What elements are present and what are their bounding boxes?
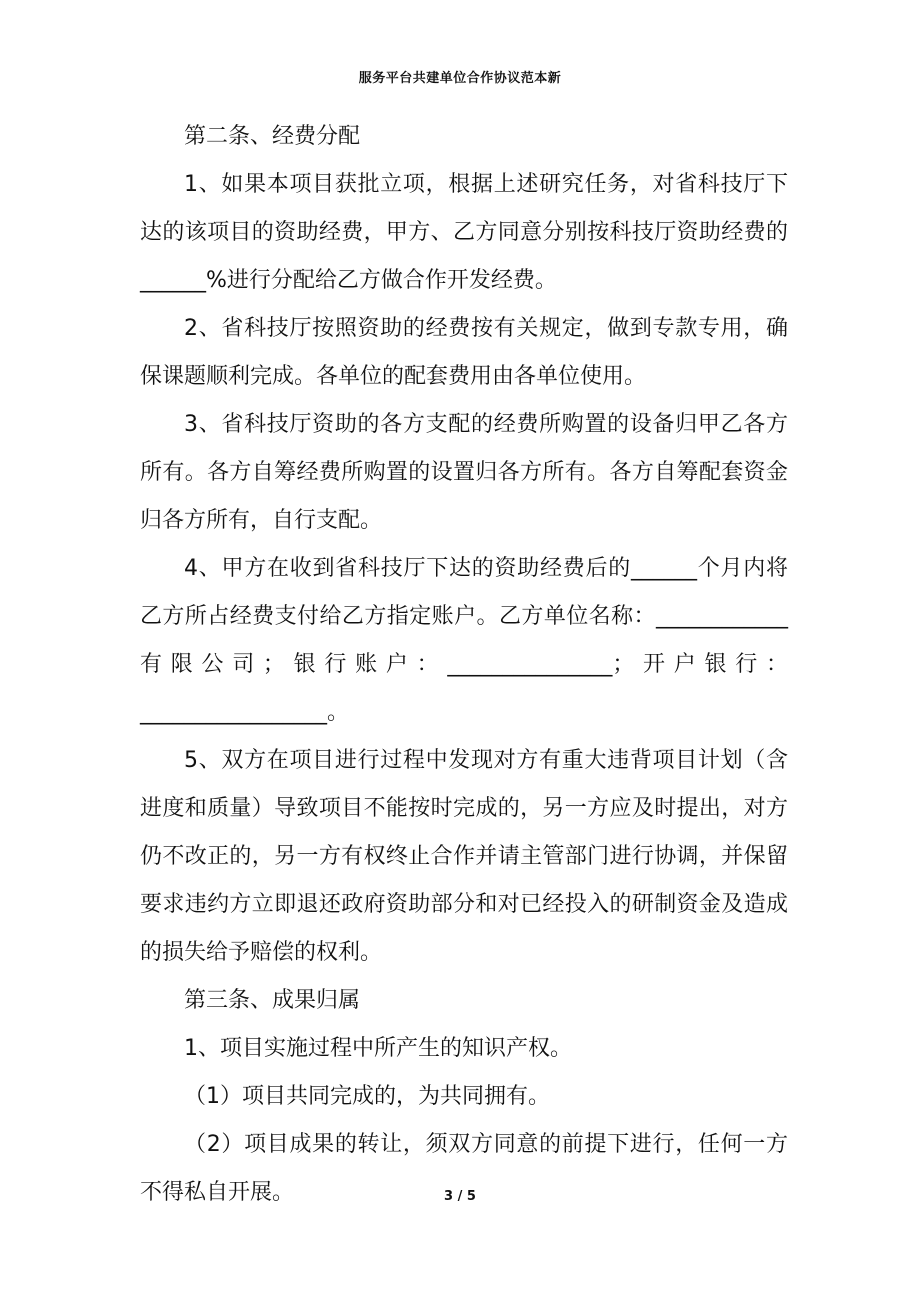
section-heading: 第三条、成果归属 [184, 988, 361, 1013]
paragraph: （1）项目共同完成的，为共同拥有。 [184, 1084, 550, 1109]
page-number: 3 / 5 [444, 1189, 476, 1204]
document-body [140, 113, 788, 1217]
section-heading: 第二条、经费分配 [184, 124, 361, 149]
paragraph: 1、项目实施过程中所产生的知识产权。 [184, 1036, 572, 1061]
paragraph: 3、省科技厅资助的各方支配的经费所购置的设备归甲乙各方所有。各方自筹经费所购置的设置归各方所有。各方自筹配套资金归各方所有，自行支配。 [140, 412, 788, 533]
paragraph: 4、甲方在收到省科技厅下达的资助经费后的______个月内将乙方所占经费支付给乙方指定账户。乙方单位名称：____________有限公司；银行账户：_______________；开户银行：_________________。 [140, 556, 788, 725]
paragraph: 2、省科技厅按照资助的经费按有关规定，做到专款专用，确保课题顺利完成。各单位的配套费用由各单位使用。 [140, 316, 788, 389]
paragraph: （2）项目成果的转让，须双方同意的前提下进行，任何一方不得私自开展。 [140, 1132, 788, 1205]
paragraph: 5、双方在项目进行过程中发现对方有重大违背项目计划（含进度和质量）导致项目不能按时完成的，另一方应及时提出，对方仍不改正的，另一方有权终止合作并请主管部门进行协调，并保留要求违约方立即退还政府资助部分和对已经投入的研制资金及造成的损失给予赔偿的权利。 [140, 748, 788, 965]
page-header: 服务平台共建单位合作协议范本新 [358, 71, 562, 86]
paragraph: 1、如果本项目获批立项，根据上述研究任务，对省科技厅下达的该项目的资助经费，甲方、乙方同意分别按科技厅资助经费的______%进行分配给乙方做合作开发经费。 [140, 172, 788, 293]
